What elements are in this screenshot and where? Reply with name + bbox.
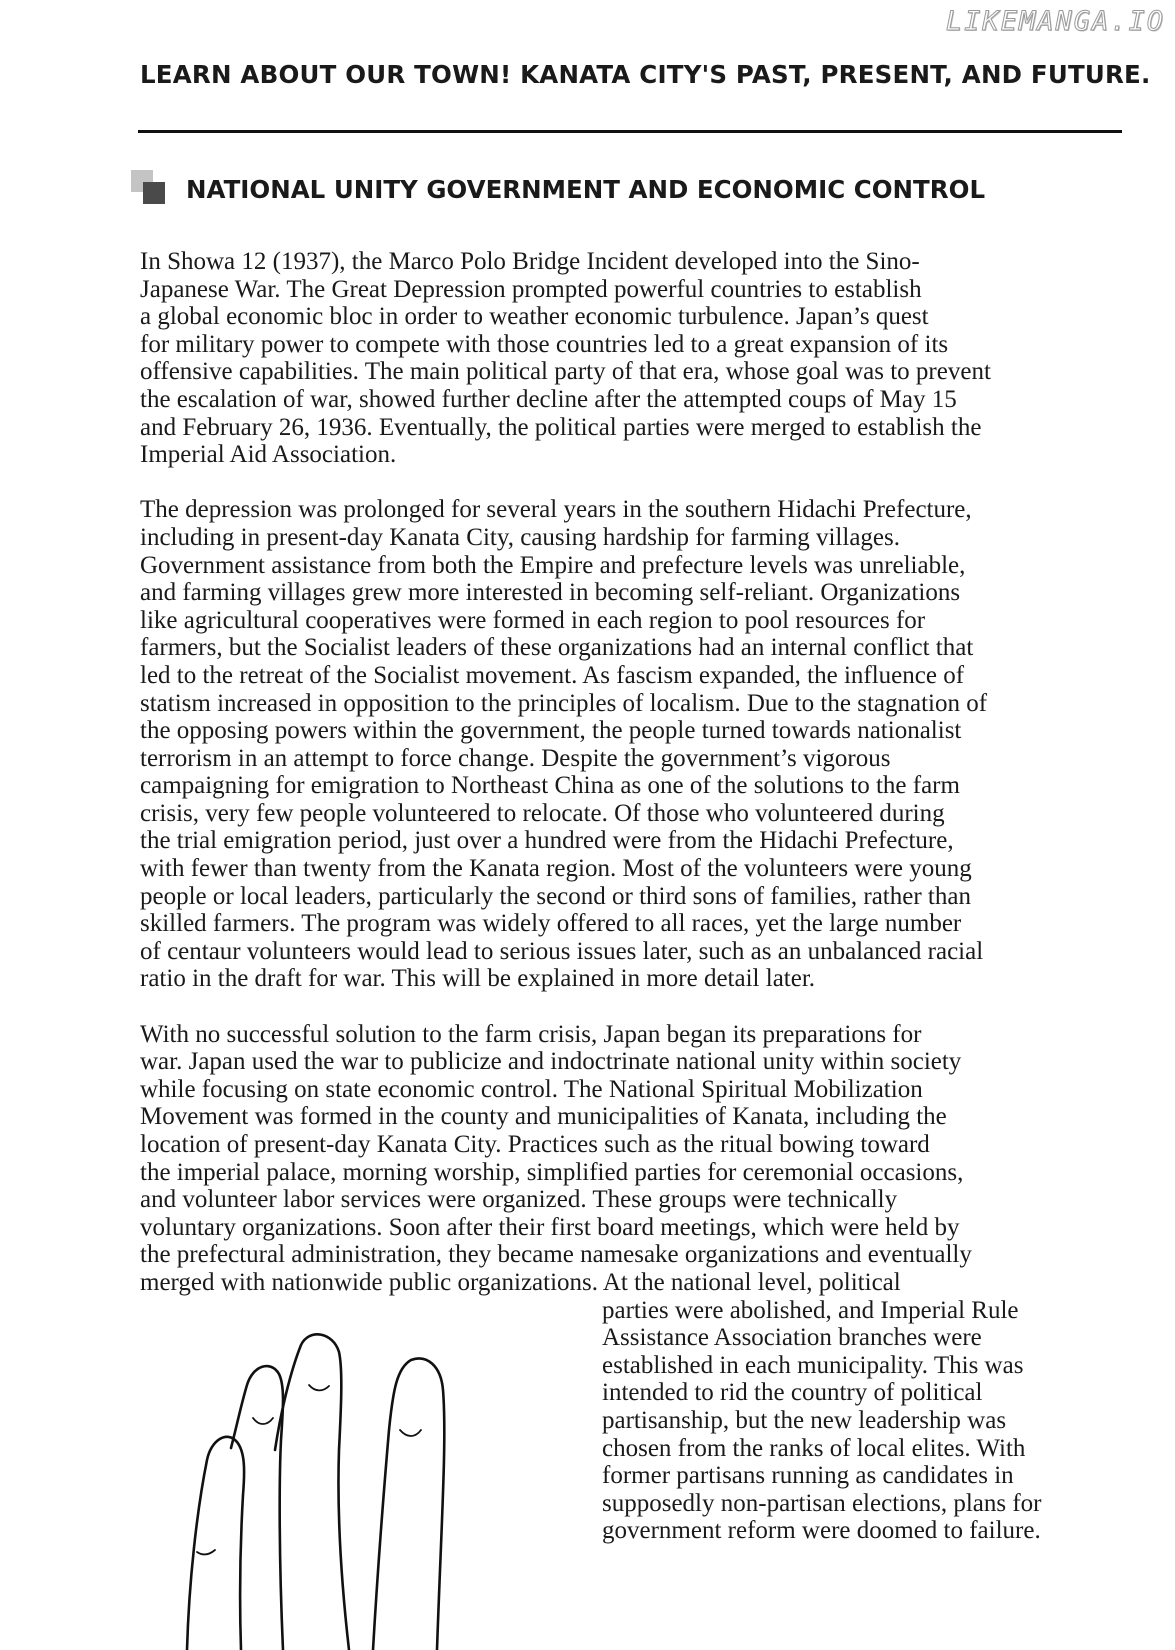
- text-line: terrorism in an attempt to force change. Despite the government’s vigorous: [140, 744, 891, 772]
- text-line: skilled farmers. The program was widely offered to all races, yet the large number: [140, 910, 962, 938]
- text-line: with fewer than twenty from the Kanata region. Most of the volunteers were young: [140, 855, 972, 883]
- text-line: ratio in the draft for war. This will be explained in more detail later.: [140, 965, 816, 993]
- text-line: a global economic bloc in order to weather economic turbulence. Japan’s quest: [140, 303, 929, 331]
- text-line: and volunteer labor services were organized. These groups were technically: [140, 1186, 898, 1214]
- text-line: Government assistance from both the Empire and prefecture levels was unreliable,: [140, 551, 966, 579]
- text-line: including in present-day Kanata City, causing hardship for farming villages.: [140, 523, 900, 551]
- text-line: government reform were doomed to failure.: [602, 1517, 1041, 1545]
- text-line: Assistance Association branches were: [602, 1324, 982, 1352]
- text-line: the opposing powers within the government, the people turned towards nationalist: [140, 717, 962, 745]
- text-line: like agricultural cooperatives were formed in each region to pool resources for: [140, 606, 926, 634]
- text-line: location of present-day Kanata City. Practices such as the ritual bowing toward: [140, 1131, 930, 1158]
- text-line: merged with nationwide public organizations. At the national level, political: [140, 1268, 901, 1296]
- section-bullet-icon: [131, 170, 165, 204]
- watermark: LIKEMANGA.IO: [945, 6, 1165, 37]
- text-line: established in each municipality. This was: [602, 1351, 1024, 1379]
- text-line: intended to rid the country of political: [602, 1379, 983, 1407]
- text-line: the imperial palace, morning worship, simplified parties for ceremonial occasions,: [140, 1158, 964, 1186]
- header-divider: [138, 130, 1122, 133]
- text-line: Imperial Aid Association.: [140, 441, 397, 469]
- text-line: the prefectural administration, they became namesake organizations and eventually: [140, 1241, 972, 1269]
- text-line: The depression was prolonged for several years in the southern Hidachi Prefecture,: [140, 496, 972, 524]
- text-line: offensive capabilities. The main political party of that era, whose goal was to prevent: [140, 358, 991, 386]
- text-line: partisanship, but the new leadership was: [602, 1406, 1007, 1434]
- paragraph-1: [140, 248, 1115, 469]
- text-line: war. Japan used the war to publicize and indoctrinate national unity within society: [140, 1048, 962, 1076]
- text-line: In Showa 12 (1937), the Marco Polo Bridge Incident developed into the Sino-: [140, 248, 920, 275]
- text-line: of centaur volunteers would lead to serious issues later, such as an unbalanced racial: [140, 937, 984, 965]
- page-header: LEARN ABOUT OUR TOWN! KANATA CITY'S PAST, PRESENT, AND FUTURE.: [140, 60, 1151, 89]
- text-line: crisis, very few people volunteered to relocate. Of those who volunteered during: [140, 799, 945, 827]
- text-line: and farming villages grew more interested in becoming self-reliant. Organizations: [140, 579, 961, 607]
- text-line: parties were abolished, and Imperial Rule: [602, 1296, 1019, 1324]
- text-line: With no successful solution to the farm crisis, Japan began its preparations for: [140, 1020, 922, 1048]
- text-line: the trial emigration period, just over a hundred were from the Hidachi Prefecture,: [140, 827, 954, 855]
- paragraph-2: [140, 496, 1115, 993]
- text-line: the escalation of war, showed further decline after the attempted coups of May 15: [140, 385, 957, 413]
- text-line: people or local leaders, particularly the second or third sons of families, rather than: [140, 882, 971, 910]
- section-title: NATIONAL UNITY GOVERNMENT AND ECONOMIC CONTROL: [186, 175, 986, 204]
- text-line: Movement was formed in the county and municipalities of Kanata, including the: [140, 1103, 947, 1131]
- text-line: and February 26, 1936. Eventually, the political parties were merged to establish the: [140, 413, 982, 441]
- text-line: for military power to compete with those countries led to a great expansion of its: [140, 330, 949, 358]
- text-line: former partisans running as candidates in: [602, 1462, 1014, 1490]
- text-line: chosen from the ranks of local elites. With: [602, 1434, 1026, 1462]
- text-line: campaigning for emigration to Northeast China as one of the solutions to the farm: [140, 772, 960, 800]
- text-line: statism increased in opposition to the principles of localism. Due to the stagnation of: [140, 689, 988, 717]
- text-line: farmers, but the Socialist leaders of these organizations had an internal conflict that: [140, 634, 974, 662]
- text-line: Japanese War. The Great Depression prompted powerful countries to establish: [140, 275, 922, 303]
- hand-illustration: [175, 1330, 595, 1650]
- text-line: led to the retreat of the Socialist movement. As fascism expanded, the influence of: [140, 661, 965, 689]
- text-line: voluntary organizations. Soon after their first board meetings, which were held by: [140, 1213, 960, 1241]
- text-line: supposedly non-partisan elections, plans for: [602, 1489, 1042, 1517]
- text-line: while focusing on state economic control. The National Spiritual Mobilization: [140, 1075, 923, 1103]
